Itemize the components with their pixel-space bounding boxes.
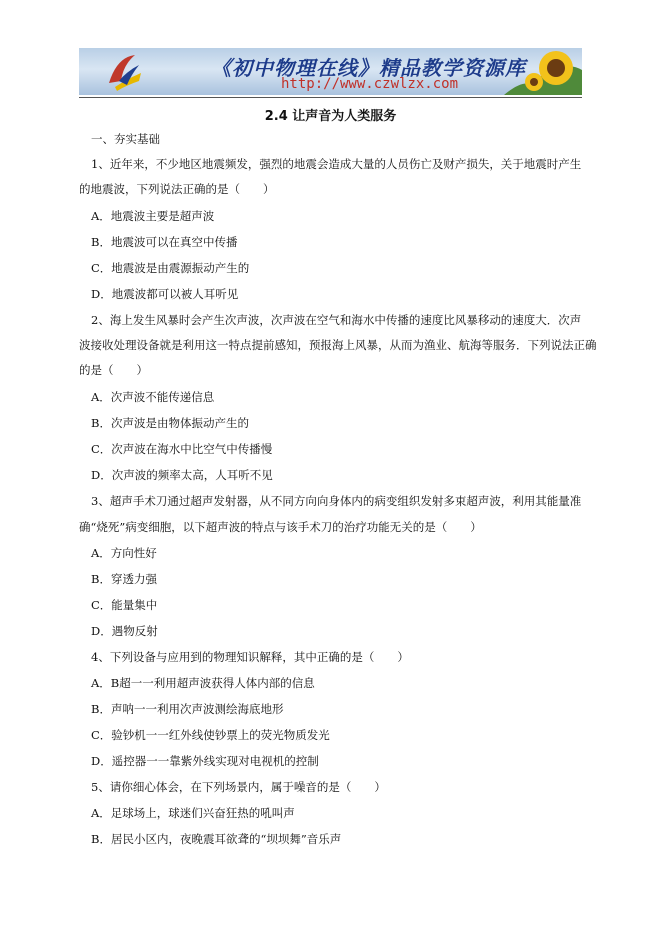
q2-text-line3: 的是（ ） [79,363,148,377]
q4-option-b: B．声呐一一利用次声波测绘海底地形 [91,702,284,716]
site-banner [79,48,582,95]
banner-title: 《初中物理在线》精品教学资源库 [211,56,526,80]
q1-option-c: C．地震波是由震源振动产生的 [91,261,250,275]
q1-text-line1: 1、近年来，不少地区地震频发，强烈的地震会造成大量的人员伤亡及财产损失，关于地震时产生 [91,157,582,171]
q2-option-c: C．次声波在海水中比空气中传播慢 [91,442,273,456]
q3-text-line2: 确“烧死”病变细胞，以下超声波的特点与该手术刀的治疗功能无关的是（ ） [79,520,482,534]
banner-url: http://www.czwlzx.com [281,76,459,92]
q4-option-a: A．B超一一利用超声波获得人体内部的信息 [91,676,315,690]
q2-option-b: B．次声波是由物体振动产生的 [91,416,249,430]
page-title: 2.4 让声音为人类服务 [264,109,397,124]
q1-text-line2: 的地震波，下列说法正确的是（ ） [79,182,275,196]
sunflower-icon [504,48,582,95]
q5-text-line1: 5、请你细心体会，在下列场景内，属于噪音的是（ ） [91,780,386,794]
header-rule [79,97,582,98]
q3-option-c: C．能量集中 [91,598,158,612]
q3-option-b: B．穿透力强 [91,572,157,586]
q4-option-d: D．遥控器一一靠紫外线实现对电视机的控制 [91,754,319,768]
q4-option-c: C．验钞机一一红外线使钞票上的荧光物质发光 [91,728,330,742]
site-logo-icon [105,51,145,93]
q5-option-a: A．足球场上，球迷们兴奋狂热的吼叫声 [91,806,295,820]
section-heading: 一、夯实基础 [91,132,160,146]
q3-text-line1: 3、超声手术刀通过超声发射器，从不同方向向身体内的病变组织发射多束超声波，利用其能量准 [91,494,582,508]
q2-text-line1: 2、海上发生风暴时会产生次声波，次声波在空气和海水中传播的速度比风暴移动的速度大．次声 [91,313,582,327]
q1-option-a: A．地震波主要是超声波 [91,209,215,223]
q2-option-d: D．次声波的频率太高，人耳听不见 [91,468,273,482]
q5-option-b: B．居民小区内，夜晚震耳欲聋的“坝坝舞”音乐声 [91,832,342,846]
q4-text-line1: 4、下列设备与应用到的物理知识解释，其中正确的是（ ） [91,650,409,664]
q3-option-d: D．遇物反射 [91,624,158,638]
q3-option-a: A．方向性好 [91,546,157,560]
q2-text-line2: 波接收处理设备就是利用这一特点提前感知，预报海上风暴，从而为渔业、航海等服务．下列说法正确 [79,338,597,352]
q1-option-b: B．地震波可以在真空中传播 [91,235,238,249]
q2-option-a: A．次声波不能传递信息 [91,390,215,404]
q1-option-d: D．地震波都可以被人耳听见 [91,287,239,301]
